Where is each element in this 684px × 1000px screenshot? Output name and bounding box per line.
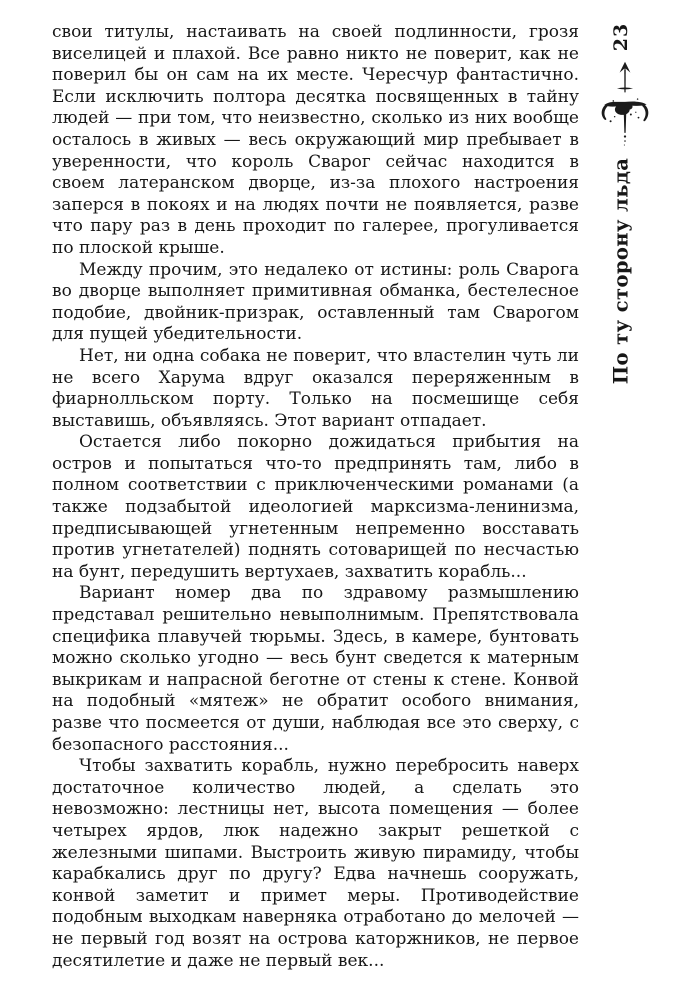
paragraph: Остается либо покорно дожидаться прибытия на остров и попытаться что-то предпринять там, либо в полном соответствии с приключенческими романами (а также подзабытой идеологией марксизма-ленинизма, предписывающей угнетенным непременно восставать против угнетателей) поднять сотоварищей по несчастью на бунт, передушить вертухаев, захватить корабль...	[52, 432, 579, 582]
dagger-ornament-icon	[598, 58, 652, 152]
running-title: По ту сторону льда	[609, 157, 633, 385]
paragraph: Вариант номер два по здравому размышлению представал решительно невыполнимым. Препятствовала специфика плавучей тюрьмы. Здесь, в камере, бунтовать можно сколько угодно — весь бунт сведется к матерным выкрикам и напрасной беготне от стены к стене. Конвой на подобный «мятеж» не обратит особого внимания, разве что посмеется от души, наблюдая все это сверху, с безопасного расстояния...	[52, 583, 579, 755]
body-text-column	[52, 22, 579, 972]
paragraph: Нет, ни одна собака не поверит, что властелин чуть ли не всего Харума вдруг оказался переряженным в фиарнолльском порту. Только на посмешище себя выставишь, объявляясь. Этот вариант отпадает.	[52, 345, 579, 431]
paragraph: Чтобы захватить корабль, нужно перебросить наверх достаточное количество людей, а сделать это невозможно: лестницы нет, высота помещения — более четырех ярдов, люк надежно закрыт решеткой с железными шипами. Выстроить живую пирамиду, чтобы карабкались друг по другу? Едва начнешь сооружать, конвой заметит и примет меры. Противодействие подобным выходкам наверняка отработано до мелочей — не первый год возят на острова каторжников, не первое десятилетие и даже не первый век...	[52, 756, 579, 971]
paragraph: свои титулы, настаивать на своей подлинности, грозя виселицей и плахой. Все равно никто не поверит, как не поверил бы он сам на их месте. Чересчур фантастично. Если исключить полтора десятка посвященных в тайну людей — при том, что неизвестно, сколько из них вообще осталось в живых — весь окружающий мир пребывает в уверенности, что король Сварог сейчас находится в своем латеранском дворце, из-за плохого настроения заперся в покоях и на людях почти не появляется, разве что пару раз в день проходит по галерее, прогуливается по плоской крыше.	[52, 22, 579, 258]
paragraph: Между прочим, это недалеко от истины: роль Сварога во дворце выполняет примитивная обманка, бестелесное подобие, двойник-призрак, оставленный там Сварогом для пущей убедительности.	[52, 259, 579, 345]
page-number: 23	[610, 22, 632, 52]
